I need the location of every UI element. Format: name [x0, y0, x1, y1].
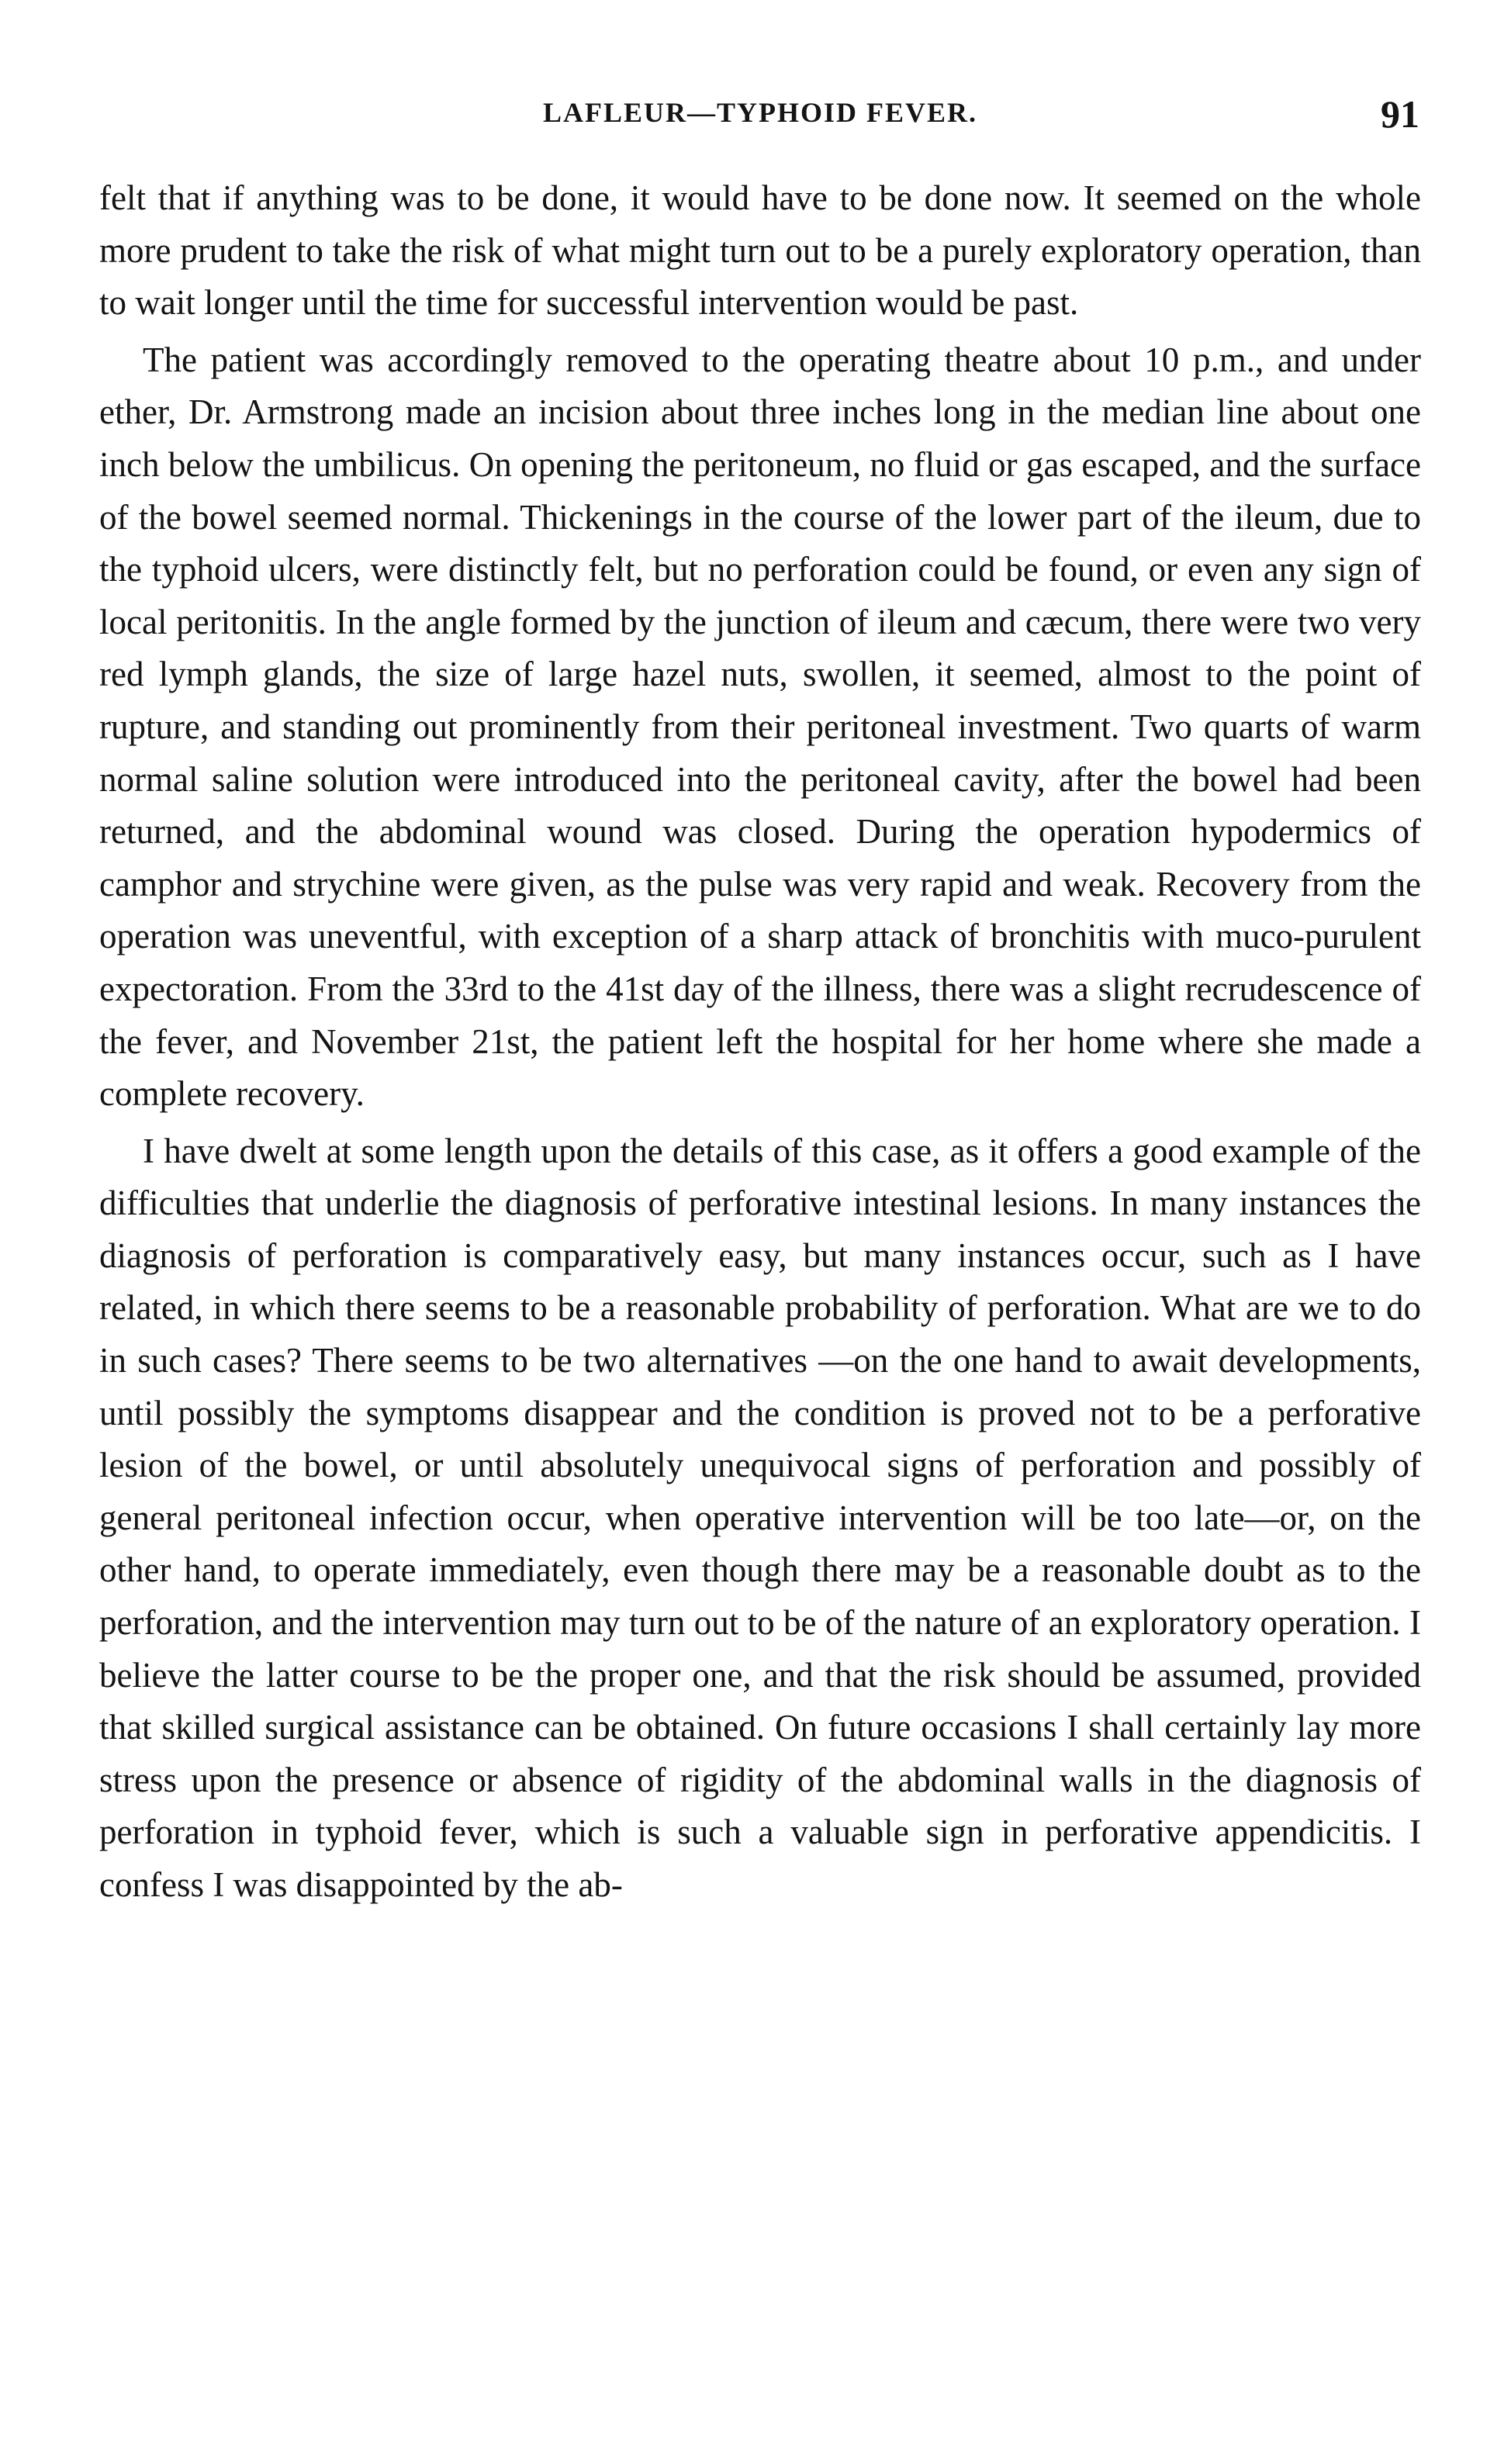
body-text — [99, 172, 1421, 1912]
running-title: LAFLEUR—TYPHOID FEVER. — [542, 97, 978, 128]
paragraph-operation: The patient was accordingly removed to the operating theatre about 10 p.m., and under ether, Dr. Armstrong made an incision about three inches long in the median line about one inch below the umbilicus. On opening the peritoneum, no fluid or gas escaped, and the surface of the bowel seemed normal. Thickenings in the course of the lower part of the ileum, due to the typhoid ulcers, were distinctly felt, but no perforation could be found, or even any sign of local peritonitis. In the angle formed by the junction of ileum and cæcum, there were two very red lymph glands, the size of large hazel nuts, swollen, it seemed, almost to the point of rupture, and standing out prominently from their peritoneal investment. Two quarts of warm normal saline solution were introduced into the peritoneal cavity, after the bowel had been returned, and the abdominal wound was closed. During the operation hypodermics of camphor and strychine were given, as the pulse was very rapid and weak. Recovery from the operation was uneventful, with exception of a sharp attack of bronchitis with muco-purulent expectoration. From the 33rd to the 41st day of the illness, there was a slight recrudescence of the fever, and November 21st, the patient left the hospital for her home where she made a complete recovery. — [99, 340, 1421, 1114]
paragraph-continuation: felt that if anything was to be done, it would have to be done now. It seemed on the whole more prudent to take the risk of what might turn out to be a purely exploratory operation, than to wait longer until the time for successful intervention would be past. — [99, 178, 1421, 323]
page-number: 91 — [1381, 92, 1419, 136]
running-head — [101, 92, 1419, 138]
paragraph-discussion: I have dwelt at some length upon the details of this case, as it offers a good example of the difficulties that underlie the diagnosis of perforative intestinal lesions. In many instances the diagnosis of perforation is comparatively easy, but many instances occur, such as I have related, in which there seems to be a reasonable probability of perforation. What are we to do in such cases? There seems to be two alternatives —on the one hand to await developments, until possibly the symptoms disappear and the condition is proved not to be a perforative lesion of the bowel, or until absolutely unequivocal signs of perforation and possibly of general peritoneal infection occur, when operative intervention will be too late—or, on the other hand, to operate immediately, even though there may be a reasonable doubt as to the perforation, and the intervention may turn out to be of the nature of an exploratory operation. I believe the latter course to be the proper one, and that the risk should be assumed, provided that skilled surgical assistance can be obtained. On future occasions I shall certainly lay more stress upon the presence or absence of rigidity of the abdominal walls in the diagnosis of perforation in typhoid fever, which is such a valuable sign in perforative appendicitis. I confess I was disappointed by the ab- — [99, 1131, 1421, 1904]
